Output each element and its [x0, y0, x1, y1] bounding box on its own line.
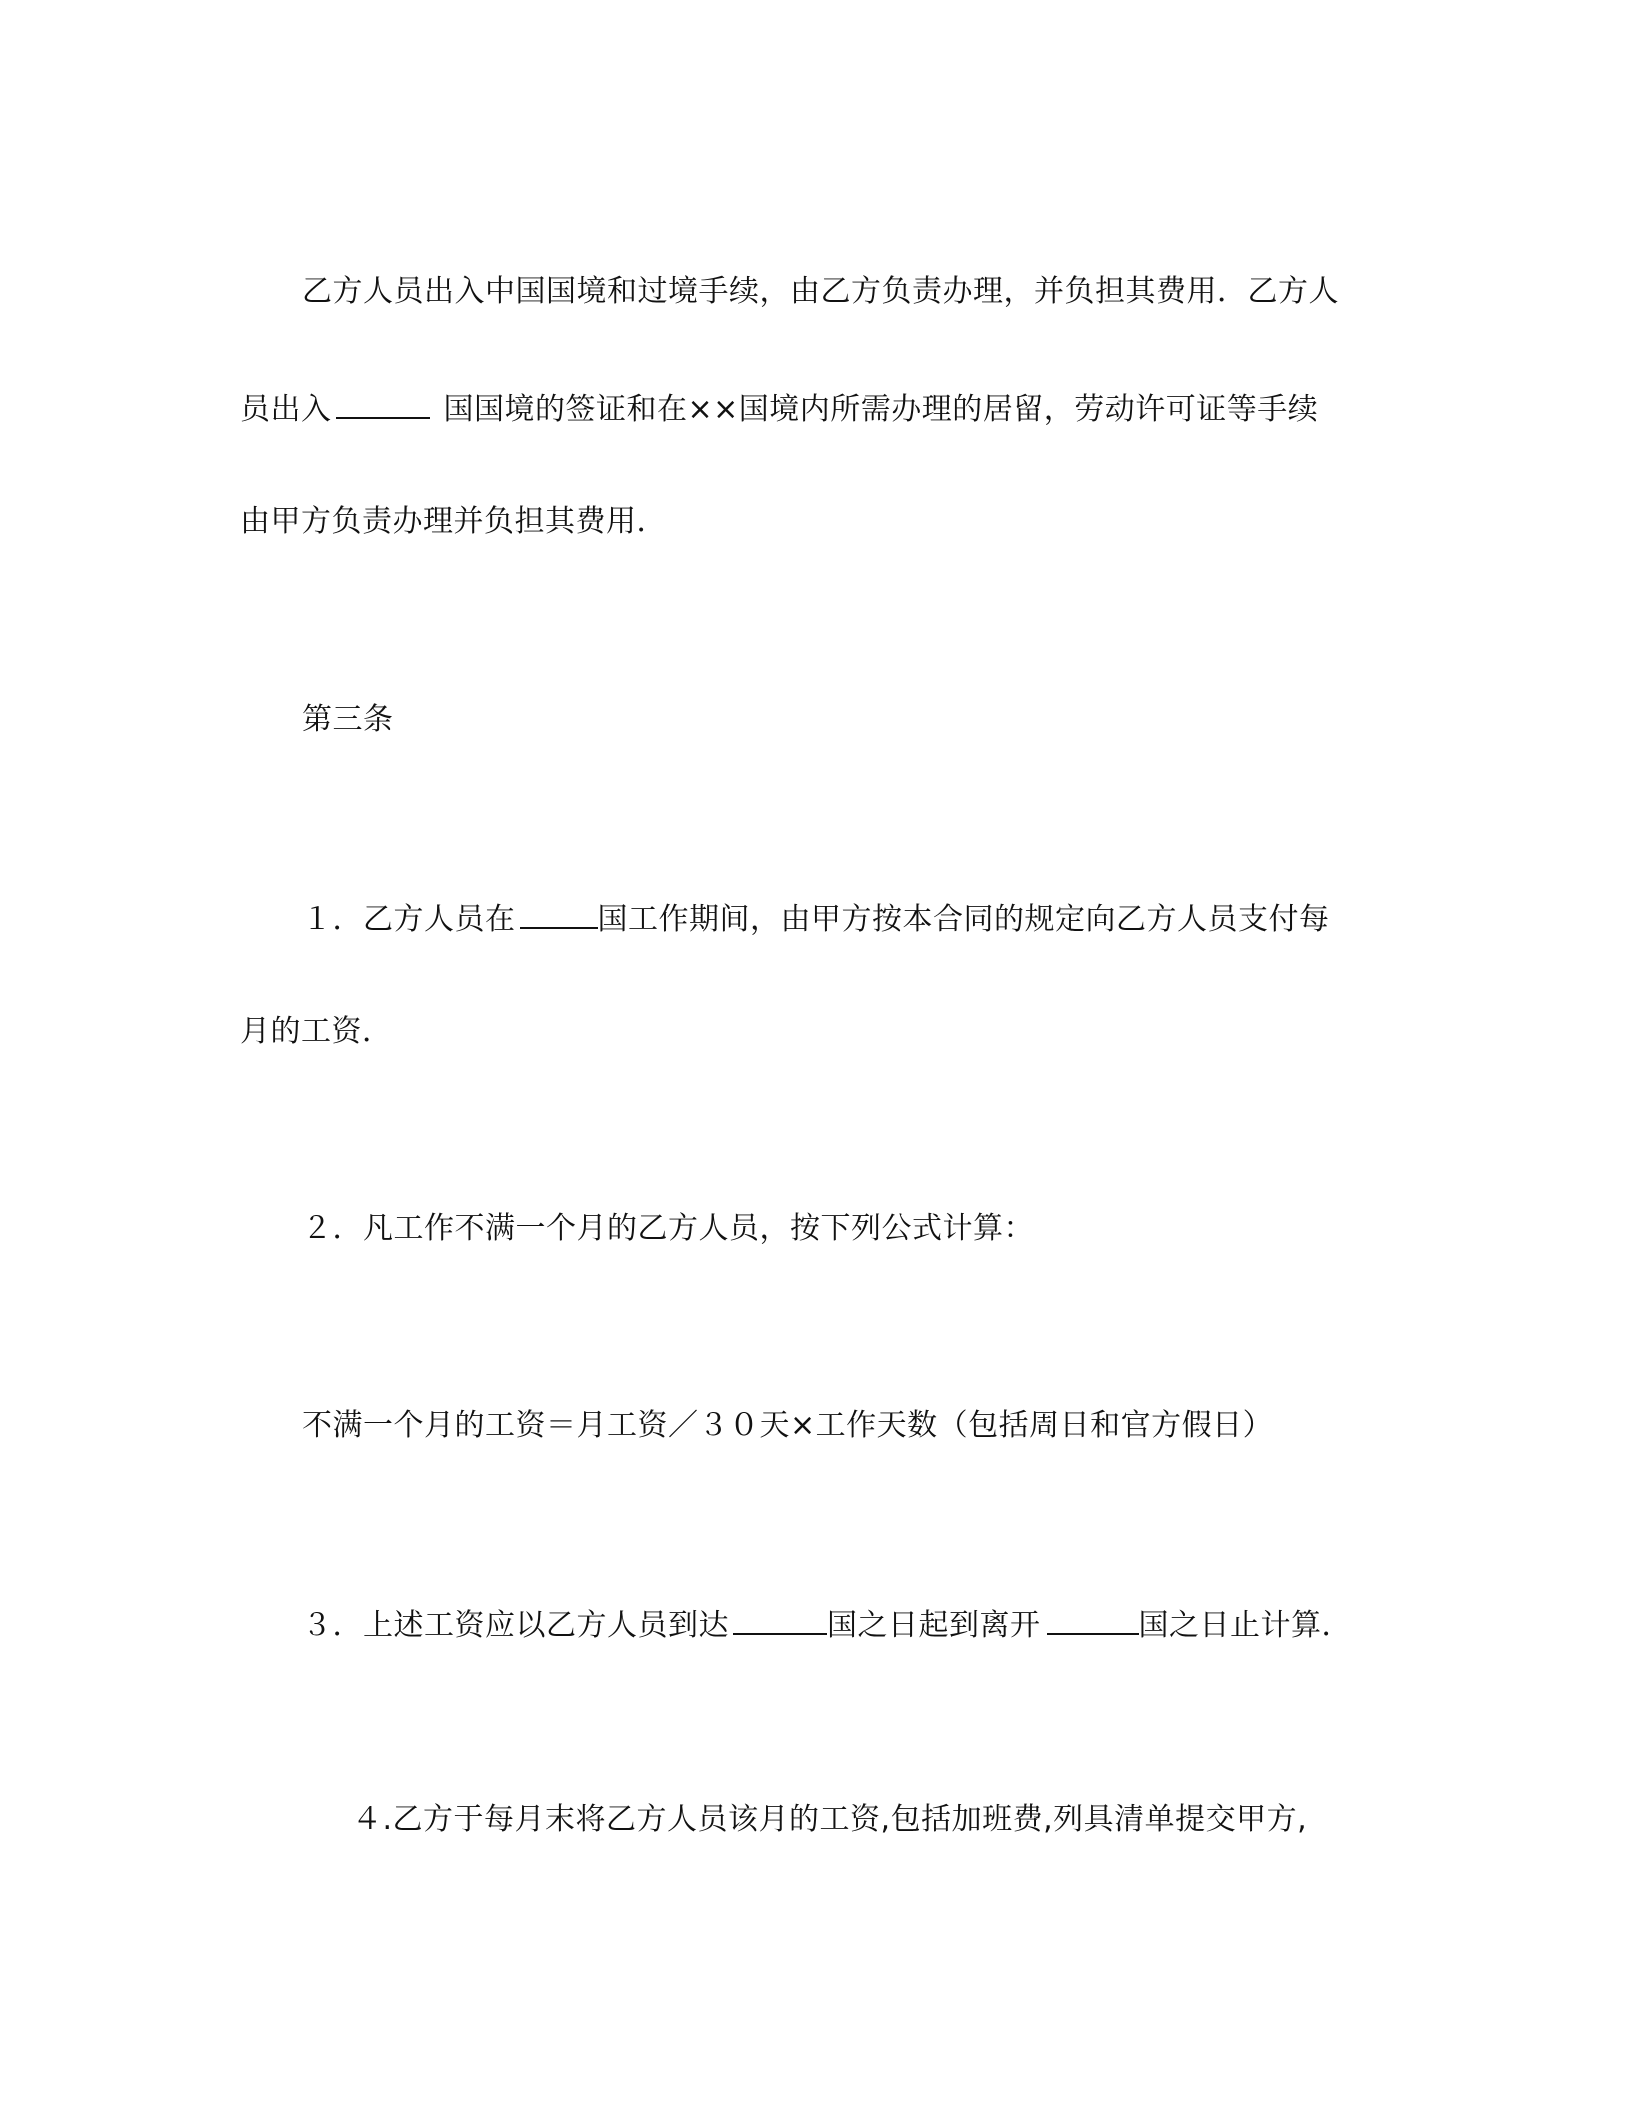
- blank-country-line: [733, 1603, 827, 1635]
- item3-part2-text: 国之日起到离开: [827, 1608, 1041, 1643]
- item1-line2: [240, 1012, 393, 1052]
- item4-line: [352, 1800, 1307, 1840]
- para1-line1-text: 乙方人员出入中国国境和过境手续，由乙方负责办理，并负担其费用．乙方人: [302, 274, 1339, 309]
- item2-line: [302, 1209, 1034, 1249]
- article-heading-text: 第三条: [302, 702, 394, 737]
- blank-country-line: [336, 387, 430, 419]
- item1-line2-text: 月的工资．: [240, 1014, 393, 1049]
- item3-part1-text: ３．上述工资应以乙方人员到达: [302, 1608, 729, 1643]
- para1-line1: [302, 272, 1339, 312]
- blank-country-line: [520, 897, 598, 929]
- para1-line2-end-text: 国国境的签证和在××国境内所需办理的居留，劳动许可证等手续: [443, 392, 1319, 427]
- para1-line2: [240, 387, 1318, 430]
- item4-text: ４.乙方于每月末将乙方人员该月的工资,包括加班费,列具清单提交甲方,: [352, 1802, 1308, 1837]
- para1-line2-start-text: 员出入: [240, 392, 332, 427]
- article-heading: [302, 700, 394, 740]
- item1-end-text: 国工作期间，由甲方按本合同的规定向乙方人员支付每: [597, 902, 1330, 937]
- blank-country-line: [1047, 1603, 1139, 1635]
- formula-line: [302, 1406, 1273, 1446]
- item1-line1: [302, 897, 1330, 940]
- item1-start-text: １．乙方人员在: [302, 902, 516, 937]
- item3-line: [302, 1603, 1352, 1646]
- para1-line3-text: 由甲方负责办理并负担其费用．: [240, 504, 667, 539]
- item2-text: ２．凡工作不满一个月的乙方人员，按下列公式计算：: [302, 1211, 1034, 1246]
- para1-line3: [240, 502, 667, 542]
- item3-part3-text: 国之日止计算．: [1138, 1608, 1352, 1643]
- formula-text: 不满一个月的工资＝月工资／３０天×工作天数（包括周日和官方假日）: [302, 1408, 1274, 1443]
